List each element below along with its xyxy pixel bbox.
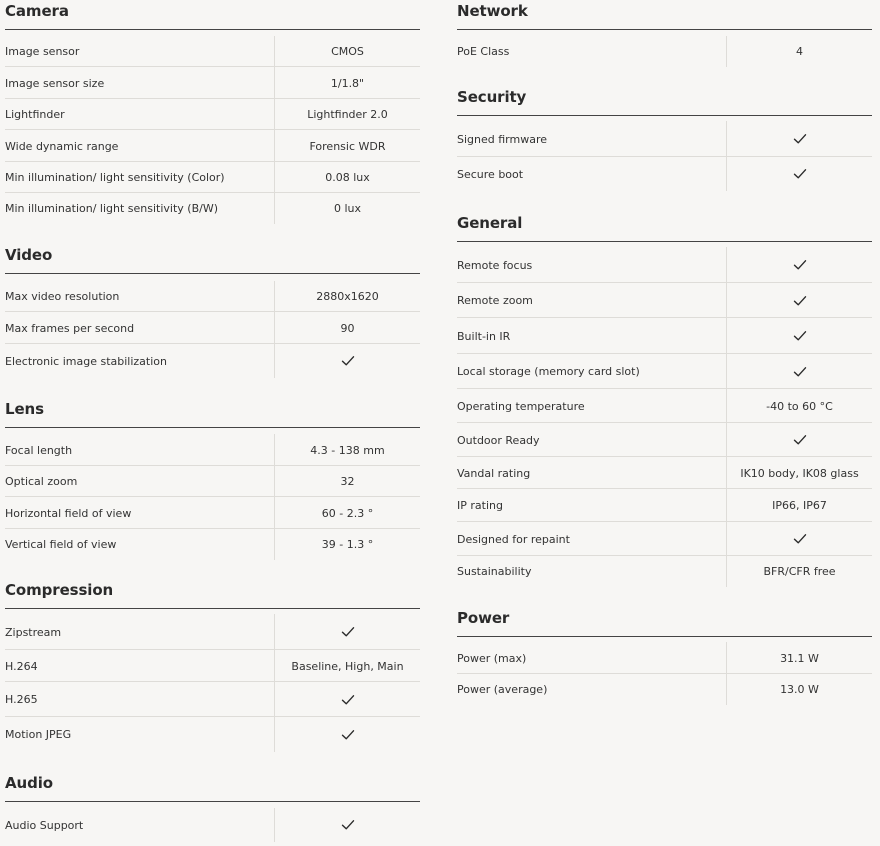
spec-row-poe-class bbox=[457, 36, 872, 67]
section-rule bbox=[5, 273, 420, 274]
spec-row-operating-temperature bbox=[457, 389, 872, 423]
spec-value-supported bbox=[727, 423, 872, 457]
spec-label: PoE Class bbox=[457, 45, 510, 58]
spec-value: IP66, IP67 bbox=[772, 499, 827, 512]
section-title: Network bbox=[457, 2, 528, 20]
spec-label: IP rating bbox=[457, 499, 503, 512]
spec-row-electronic-image-stabilization bbox=[5, 344, 420, 378]
spec-value: CMOS bbox=[331, 45, 364, 58]
spec-value-supported bbox=[275, 344, 420, 378]
checkmark-icon bbox=[793, 168, 807, 180]
spec-value-supported bbox=[727, 247, 872, 283]
section-rule bbox=[457, 29, 872, 30]
spec-label: Remote zoom bbox=[457, 294, 533, 307]
section-rule bbox=[457, 241, 872, 242]
spec-value-supported bbox=[275, 717, 420, 752]
spec-label: H.264 bbox=[5, 659, 38, 673]
spec-row-signed-firmware bbox=[457, 121, 872, 157]
spec-label: Max frames per second bbox=[5, 321, 135, 335]
spec-label: Zipstream bbox=[5, 625, 62, 639]
spec-row-outdoor-ready bbox=[457, 423, 872, 457]
spec-row-audio-support bbox=[5, 808, 420, 842]
spec-value: 39 - 1.3 ° bbox=[321, 538, 374, 551]
spec-label: H.265 bbox=[5, 693, 38, 706]
spec-value-supported bbox=[727, 354, 872, 389]
spec-value: 60 - 2.3 ° bbox=[321, 506, 374, 520]
checkmark-icon bbox=[793, 533, 807, 545]
spec-value: 13.0 W bbox=[780, 683, 819, 696]
spec-row-h-264 bbox=[5, 650, 420, 682]
spec-value: 31.1 W bbox=[780, 651, 819, 665]
spec-row-horizontal-field-of-view bbox=[5, 497, 420, 529]
spec-value: Baseline, High, Main bbox=[291, 659, 404, 673]
spec-label: Built-in IR bbox=[457, 329, 511, 343]
checkmark-icon bbox=[793, 434, 807, 446]
spec-label: Optical zoom bbox=[5, 475, 78, 488]
checkmark-icon bbox=[341, 355, 355, 367]
spec-value-supported bbox=[727, 157, 872, 191]
spec-row-vertical-field-of-view bbox=[5, 529, 420, 560]
spec-row-built-in-ir bbox=[457, 318, 872, 354]
section-title: Security bbox=[457, 88, 527, 106]
section-title: Video bbox=[5, 246, 53, 264]
spec-row-focal-length bbox=[5, 434, 420, 466]
spec-row-wide-dynamic-range bbox=[5, 130, 420, 162]
spec-label: Secure boot bbox=[457, 167, 524, 181]
checkmark-icon bbox=[341, 729, 355, 741]
spec-label: Image sensor size bbox=[5, 76, 105, 90]
spec-value: 1/1.8" bbox=[330, 76, 365, 90]
spec-value: 4.3 - 138 mm bbox=[310, 443, 385, 457]
spec-row-max-frames-per-second bbox=[5, 312, 420, 344]
section-title: Power bbox=[457, 609, 510, 627]
spec-value-supported bbox=[727, 318, 872, 354]
spec-label: Min illumination/ light sensitivity (B/W) bbox=[5, 202, 219, 215]
spec-row-local-storage-memory-card-slot bbox=[457, 354, 872, 389]
spec-value-supported bbox=[727, 283, 872, 318]
spec-label: Remote focus bbox=[457, 258, 533, 272]
spec-label: Wide dynamic range bbox=[5, 139, 119, 153]
section-rule bbox=[457, 636, 872, 637]
spec-label: Vertical field of view bbox=[5, 538, 117, 551]
spec-value-supported bbox=[275, 808, 420, 842]
spec-row-secure-boot bbox=[457, 157, 872, 191]
spec-label: Max video resolution bbox=[5, 290, 120, 303]
spec-value-supported bbox=[275, 682, 420, 717]
spec-label: Image sensor bbox=[5, 45, 80, 58]
spec-label: Lightfinder bbox=[5, 108, 65, 121]
spec-row-h-265 bbox=[5, 682, 420, 717]
spec-label: Min illumination/ light sensitivity (Color) bbox=[5, 171, 225, 184]
spec-row-min-illumination-light-sensitivity-color bbox=[5, 162, 420, 193]
spec-row-sustainability bbox=[457, 556, 872, 587]
spec-value-supported bbox=[727, 522, 872, 556]
section-rule bbox=[457, 115, 872, 116]
spec-value: BFR/CFR free bbox=[763, 565, 836, 578]
spec-row-max-video-resolution bbox=[5, 281, 420, 312]
section-title: Audio bbox=[5, 774, 53, 792]
section-rule bbox=[5, 29, 420, 30]
section-title: Camera bbox=[5, 2, 69, 20]
section-title: General bbox=[457, 214, 523, 232]
spec-value: 0.08 lux bbox=[325, 171, 370, 184]
spec-value: 0 lux bbox=[333, 202, 362, 215]
spec-label: Outdoor Ready bbox=[457, 433, 540, 447]
spec-row-min-illumination-light-sensitivity-b-w bbox=[5, 193, 420, 224]
checkmark-icon bbox=[793, 295, 807, 307]
spec-value: 90 bbox=[340, 321, 355, 335]
spec-row-lightfinder bbox=[5, 99, 420, 130]
checkmark-icon bbox=[341, 694, 355, 706]
checkmark-icon bbox=[793, 366, 807, 378]
spec-label: Audio Support bbox=[5, 818, 84, 832]
spec-row-motion-jpeg bbox=[5, 717, 420, 752]
spec-label: Sustainability bbox=[457, 565, 532, 578]
spec-row-zipstream bbox=[5, 614, 420, 650]
spec-label: Power (average) bbox=[457, 683, 548, 696]
spec-row-image-sensor bbox=[5, 36, 420, 67]
spec-value: Lightfinder 2.0 bbox=[307, 108, 388, 121]
section-rule bbox=[5, 801, 420, 802]
spec-value: 2880x1620 bbox=[316, 290, 379, 303]
section-rule bbox=[5, 427, 420, 428]
spec-row-optical-zoom bbox=[5, 466, 420, 497]
spec-row-designed-for-repaint bbox=[457, 522, 872, 556]
spec-row-image-sensor-size bbox=[5, 67, 420, 99]
spec-label: Motion JPEG bbox=[5, 728, 72, 741]
checkmark-icon bbox=[793, 133, 807, 145]
spec-label: Power (max) bbox=[457, 651, 527, 665]
checkmark-icon bbox=[793, 330, 807, 342]
section-title: Compression bbox=[5, 581, 114, 599]
spec-row-remote-focus bbox=[457, 247, 872, 283]
checkmark-icon bbox=[793, 259, 807, 271]
spec-row-power-max bbox=[457, 642, 872, 674]
spec-value-supported bbox=[727, 121, 872, 157]
spec-label: Electronic image stabilization bbox=[5, 354, 167, 368]
spec-value: Forensic WDR bbox=[309, 139, 386, 153]
spec-row-vandal-rating bbox=[457, 457, 872, 489]
spec-row-power-average bbox=[457, 674, 872, 705]
spec-value-supported bbox=[275, 614, 420, 650]
spec-value: 32 bbox=[340, 475, 355, 488]
spec-label: Focal length bbox=[5, 443, 73, 457]
checkmark-icon bbox=[341, 626, 355, 638]
spec-value: 4 bbox=[796, 45, 803, 58]
checkmark-icon bbox=[341, 819, 355, 831]
spec-label: Horizontal field of view bbox=[5, 506, 132, 520]
spec-label: Signed firmware bbox=[457, 132, 547, 146]
spec-row-ip-rating bbox=[457, 489, 872, 522]
spec-label: Local storage (memory card slot) bbox=[457, 365, 640, 378]
spec-value: -40 to 60 °C bbox=[766, 399, 833, 413]
section-rule bbox=[5, 608, 420, 609]
spec-label: Vandal rating bbox=[457, 466, 531, 480]
spec-label: Designed for repaint bbox=[457, 532, 570, 546]
section-title: Lens bbox=[5, 400, 44, 418]
spec-label: Operating temperature bbox=[457, 399, 585, 413]
spec-value: IK10 body, IK08 glass bbox=[740, 466, 859, 480]
spec-row-remote-zoom bbox=[457, 283, 872, 318]
